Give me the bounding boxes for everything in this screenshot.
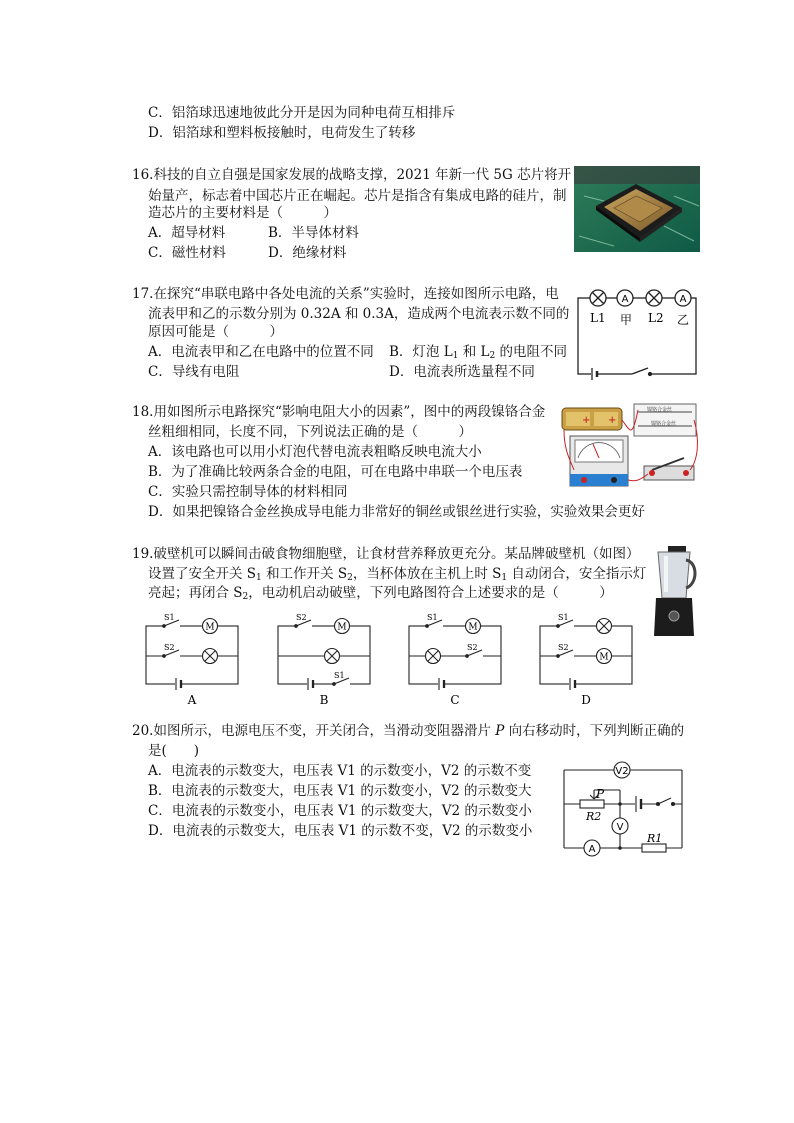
q16-option-b: B．半导体材料 [268,225,359,241]
q16-option-d: D．绝缘材料 [268,245,347,261]
chip-photo [574,166,700,252]
q19-stem-line2: 设置了安全开关 $S_1$ 和工作开关 $S_2$，当杯体放在主机上时 $S_1$ 自动闭合，安全指示灯 [148,566,647,583]
wire-label-2: 镍铬合金丝 [651,421,677,427]
option-letter: C [450,693,460,707]
voltmeter-v1-symbol: V [616,822,624,833]
switch-label-bottom: S2 [558,643,569,652]
q18-option-a: A．该电路也可以用小灯泡代替电流表粗略反映电流大小 [148,444,482,460]
q18-stem-line1: 18.用如图所示电路探究“影响电阻大小的因素”，图中的两段镍铬合金 [132,404,546,420]
q18-option-d: D．如果把镍铬合金丝换成导电能力非常好的铜丝或银丝进行实验，实验效果会更好 [148,504,645,520]
q19-stem-line3: 亮起；再闭合 $S_2$，电动机启动破壁，下列电路图符合上述要求的是（ ） [148,585,613,602]
q20-stem-line2: 是( ) [148,743,200,759]
label-l1: L1 [590,311,606,325]
q20-option-b: B．电流表的示数变大，电压表 V1 的示数变小，V2 的示数变大 [148,783,532,799]
q19-circuit-D[interactable] [536,608,636,708]
q17-circuit-diagram [572,284,702,382]
q18-option-b: B．为了准确比较两条合金的电阻，可在电路中串联一个电压表 [148,464,523,480]
q16-stem-line1: 16.科技的自立自强是国家发展的战略支撑，2021 年新一代 5G 芯片将开 [132,167,572,183]
q18-option-c: C．实验只需控制导体的材料相同 [148,484,348,500]
label-yi: 乙 [677,313,690,327]
switch-label-bottom: S2 [467,643,478,652]
option-letter: A [187,693,197,707]
svg-text:+: + [582,415,591,426]
blender-photo [646,546,698,638]
motor-symbol: M [337,622,347,633]
switch-label-top: S2 [296,613,307,622]
q20-circuit-diagram [558,760,688,858]
ammeter-symbol: A [588,844,596,855]
option-letter: D [581,693,591,707]
q17-option-a: A．电流表甲和乙在电路中的位置不同 [148,344,374,360]
q20-option-c: C．电流表的示数变小，电压表 V1 的示数变大，V2 的示数变小 [148,803,532,819]
q20-option-a: A．电流表的示数变大，电压表 V1 的示数变小，V2 的示数不变 [148,763,532,779]
q17-option-b: B．灯泡 $L_1$ 和 $L_2$ 的电阻不同 [389,344,568,361]
label-jia: 甲 [620,313,633,327]
q17-option-c: C．导线有电阻 [148,364,240,380]
q16-stem-line3: 造芯片的主要材料是（ ） [148,205,337,221]
q20-option-d: D．电流表的示数变大，电压表 V1 的示数不变，V2 的示数变小 [148,823,533,839]
switch-label-top: S1 [558,613,569,622]
ammeter-yi-symbol: A [679,294,687,305]
switch-label-top: S1 [427,613,438,622]
q17-option-d: D．电流表所选量程不同 [389,364,535,380]
q17-stem-line3: 原因可能是（ ） [148,324,283,340]
q15-option-c: C．铝箔球迅速地彼此分开是因为同种电荷互相排斥 [148,105,456,121]
switch-label-main: S1 [334,671,345,680]
slider-label: P [596,787,605,801]
q18-apparatus-picture [560,400,700,496]
motor-symbol: M [205,622,215,633]
voltmeter-v2-symbol: V2 [615,766,629,777]
label-l2: L2 [648,311,664,325]
label-r2: R2 [586,810,602,823]
q16-option-c: C．磁性材料 [148,245,226,261]
q16-option-a: A．超导材料 [148,225,226,241]
q17-stem-line1: 17.在探究“串联电路中各处电流的关系”实验时，连接如图所示电路，电 [132,286,559,302]
q20-stem-line1: 20.如图所示，电源电压不变，开关闭合，当滑动变阻器滑片 P 向右移动时，下列判断正确的 [132,723,685,739]
q19-circuit-A[interactable] [142,608,242,708]
switch-label-bottom: S2 [164,643,175,652]
option-letter: B [319,693,329,707]
q17-stem-line2: 流表甲和乙的示数分别为 0.32A 和 0.3A，造成两个电流表示数不同的 [148,306,570,322]
q19-stem-line1: 19.破壁机可以瞬间击破食物细胞壁，让食材营养释放更充分。某品牌破壁机（如图） [132,546,640,562]
wire-label-1: 镍铬合金丝 [647,407,673,413]
q18-stem-line2: 丝粗细相同，长度不同，下列说法正确的是（ ） [148,424,472,440]
switch-label-top: S1 [164,613,175,622]
motor-symbol: M [468,622,478,633]
ammeter-jia-symbol: A [621,294,629,305]
label-r1: R1 [647,832,663,845]
q16-stem-line2: 始量产，标志着中国芯片正在崛起。芯片是指含有集成电路的硅片，制 [148,188,567,204]
q19-circuit-B[interactable] [274,608,374,708]
motor-symbol: M [599,652,609,663]
q15-option-d: D．铝箔球和塑料板接触时，电荷发生了转移 [148,125,416,141]
svg-text:+: + [608,415,617,426]
q19-circuit-C[interactable] [405,608,505,708]
